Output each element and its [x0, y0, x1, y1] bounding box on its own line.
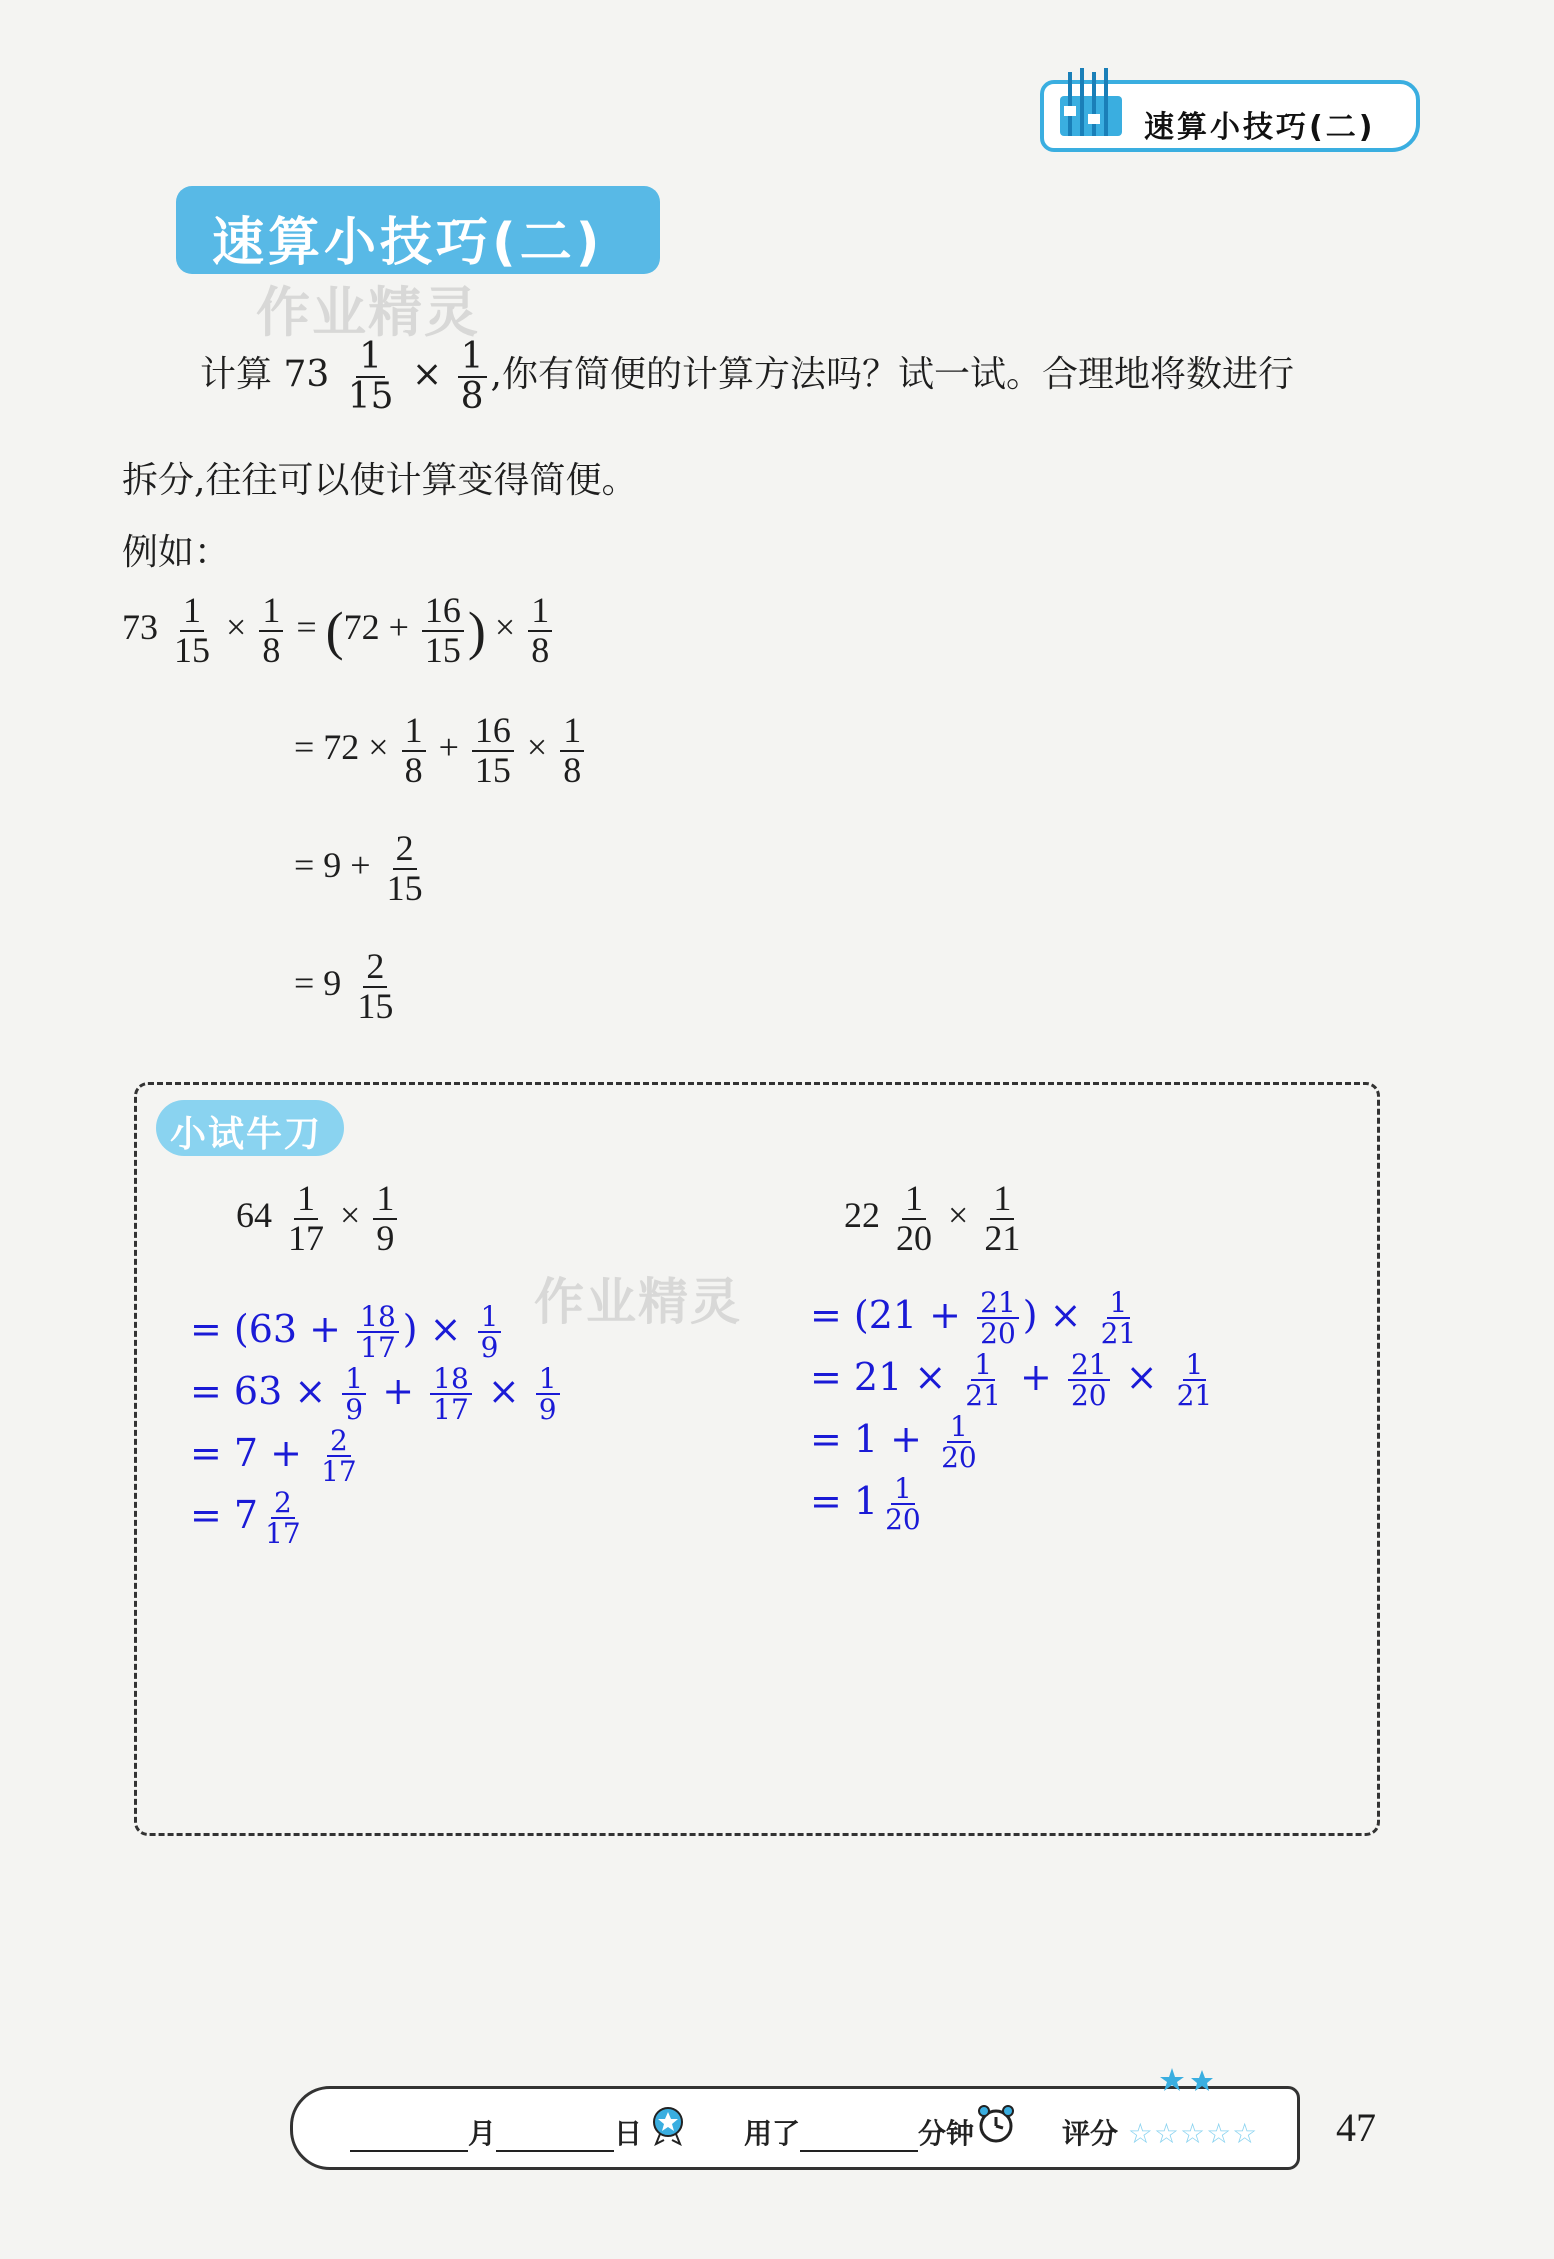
practice-badge: 小试牛刀	[156, 1100, 344, 1156]
example-step-2: = 72 × $\frac{1}{8}$ + $\frac{16}{15}$ × $\frac{1}{8}$	[294, 712, 588, 790]
fraction: $\frac{1}{8}$	[458, 338, 487, 416]
problem-2: 22 $\frac{1}{20}$ × $\frac{1}{21}$	[844, 1178, 1021, 1258]
fraction: $\frac{1}{15}$	[347, 336, 394, 417]
answer-1-line-4: = 7 $\frac{2}{17}$	[190, 1486, 301, 1551]
section-title: 速算小技巧(二)	[212, 213, 604, 273]
example-step-4: = 9 $\frac{2}{15}$	[294, 946, 394, 1026]
abacus-icon	[1056, 66, 1126, 152]
day-blank[interactable]	[496, 2122, 614, 2152]
star-decoration-icon	[1160, 2066, 1220, 2096]
answer-1-line-3: = 7 + $\frac{2}{17}$	[190, 1424, 357, 1489]
header-tab	[1040, 80, 1420, 152]
intro-prefix: 计算 73	[200, 353, 330, 395]
answer-1-line-2: = 63 × $\frac{1}{9}$ + $\frac{18}{17}$ × $\frac{1}{9}$	[190, 1364, 564, 1425]
example-step-1: 73 $\frac{1}{15}$ × $\frac{1}{8}$ = (72 + $\frac{16}{15}$ ) × $\frac{1}{8}$	[122, 592, 556, 670]
minutes-blank[interactable]	[800, 2122, 918, 2152]
answer-2-line-4: = 1 $\frac{1}{20}$	[810, 1472, 921, 1537]
example-label: 例如：	[122, 532, 231, 573]
footer-score: 评分 ☆☆☆☆☆	[1062, 2117, 1259, 2150]
page-number: 47	[1336, 2105, 1376, 2150]
intro-line-2: 拆分,往往可以使计算变得简便。	[122, 460, 638, 501]
footer-date: 月 日	[350, 2112, 642, 2152]
month-blank[interactable]	[350, 2122, 468, 2152]
intro-line-1: 计算 73 $\frac{1}{15}$ × $\frac{1}{8}$ ,你有简便的计算方法吗？试一试。合理地将数进行	[200, 336, 1294, 417]
answer-1-line-1: = (63 + $\frac{18}{17}$ ) × $\frac{1}{9}$	[190, 1302, 505, 1363]
intro-suffix: ,你有简便的计算方法吗？试一试。合理地将数进行	[490, 353, 1294, 395]
medal-icon	[650, 2106, 686, 2146]
example-step-3: = 9 + $\frac{2}{15}$	[294, 828, 423, 908]
problem-1: 64 $\frac{1}{17}$ × $\frac{1}{9}$	[236, 1180, 401, 1258]
alarm-clock-icon	[976, 2104, 1016, 2146]
header-title: 速算小技巧(二)	[1144, 110, 1376, 145]
section-title-banner	[176, 186, 660, 274]
answer-2-line-1: = (21 + $\frac{21}{20}$ ) × $\frac{1}{21}$	[810, 1286, 1137, 1351]
answer-2-line-3: = 1 + $\frac{1}{20}$	[810, 1410, 977, 1475]
rating-stars[interactable]: ☆☆☆☆☆	[1127, 2117, 1259, 2150]
answer-2-line-2: = 21 × $\frac{1}{21}$ + $\frac{21}{20}$ × $\frac{1}{21}$	[810, 1348, 1213, 1413]
watermark: 作业精灵	[256, 281, 480, 344]
watermark: 作业精灵	[534, 1273, 742, 1331]
footer-time-used: 用了 分钟	[744, 2117, 975, 2150]
